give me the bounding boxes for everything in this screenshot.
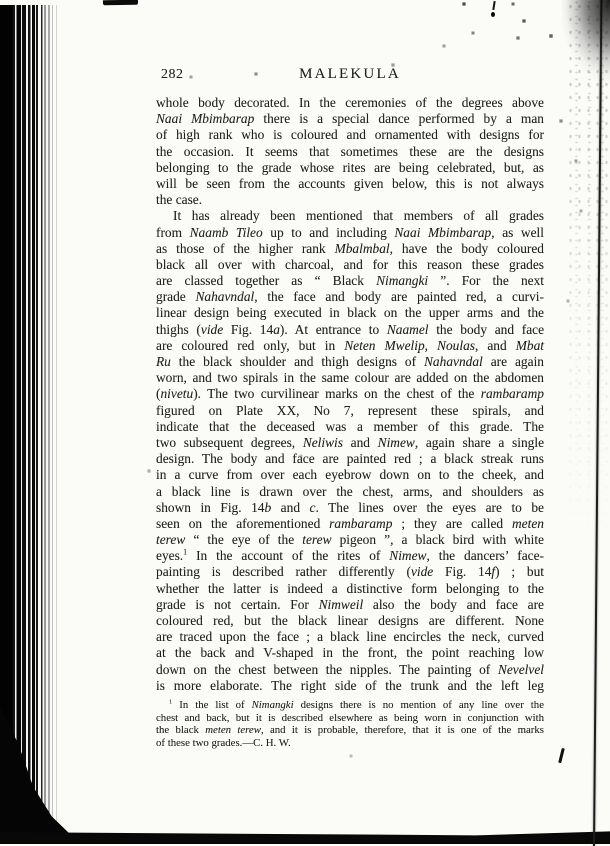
text-line: a black line is drawn over the chest, arms, and shoulders as <box>156 483 544 499</box>
scan-noise-right <box>566 0 610 560</box>
text-line: the occasion. It seems that sometimes these are the designs <box>156 143 544 159</box>
page-number: 282 <box>161 67 184 82</box>
ink-dash-mark <box>492 1 495 10</box>
text-line: design. The body and face are painted red ; a black streak runs <box>156 451 544 467</box>
text-line: shown in Fig. 14b and c. The lines over the eyes are to be <box>156 499 545 515</box>
text-line: coloured red, but the black linear designs are different. None <box>156 613 544 628</box>
text-line: grade Nahavndal, the face and body are painted red, a curvi- <box>156 289 544 305</box>
text-line: painting is described rather differently (vide Fig. 14f) ; but <box>156 564 544 580</box>
text-line: black all over with charcoal, and for this reason these grades <box>156 256 544 272</box>
text-line: down on the chest between the nipples. The painting of Nevelvel <box>156 661 544 677</box>
text-line: belonging to the grade whose rites are being celebrated, but, as <box>156 159 544 175</box>
text-line: of these two grades.—C. H. W. <box>156 736 291 749</box>
text-line: Ru the black shoulder and thigh designs of Nahavndal are again <box>156 354 544 369</box>
text-line: of high rank who is coloured and ornamented with designs for <box>156 127 544 143</box>
text-line: figured on Plate XX, No 7, represent these spirals, and <box>156 402 544 418</box>
scan-mark-top-edge <box>103 0 138 5</box>
scan-gutter-flare-bottom-left <box>0 706 72 836</box>
ink-dot-mark <box>491 12 495 17</box>
text-line: whether the latter is indeed a distinctive form belonging to the <box>156 580 544 596</box>
body-text <box>156 95 544 694</box>
page-header <box>156 66 544 84</box>
scan-page-edge-right <box>593 0 602 846</box>
text-line: grade is not certain. For Nimweil also the body and face are <box>156 596 544 612</box>
text-line: (nivetu). The two curvilinear marks on the chest of the rambaramp <box>156 386 544 402</box>
text-line: thighs (vide Fig. 14a). At entrance to Naamel the body and face <box>156 321 545 337</box>
running-title: MALEKULA <box>299 66 401 82</box>
text-line: $^1$ In the list of Nimangki designs there is no mention of any line over the <box>169 698 544 711</box>
scan-gutter-left <box>0 5 62 835</box>
text-line: chest and back, but it is described elsewhere as being worn in conjunction with <box>156 711 544 724</box>
text-line: two subsequent degrees, Neliwis and Nimew, again share a single <box>156 434 545 450</box>
scan-shadow-top-right <box>562 0 610 95</box>
text-line: indicate that the deceased was a member of this grade. The <box>156 418 544 434</box>
text-line: as those of the higher rank Mbalmbal, have the body coloured <box>156 240 544 256</box>
text-line: terew “ the eye of the terew pigeon ”, a black bird with white <box>156 532 544 548</box>
scan-edge-bottom <box>0 830 610 844</box>
text-line: Naai Mbimbarap there is a special dance performed by a man <box>156 111 544 127</box>
text-line: whole body decorated. In the ceremonies of the degrees above <box>156 95 544 110</box>
text-line: It has already been mentioned that members of all grades <box>173 208 544 224</box>
text-line: worn, and two spirals in the same colour are added on the abdomen <box>156 370 544 386</box>
text-line: linear design being executed in black on the upper arms and the <box>156 305 544 321</box>
footnote <box>156 699 544 749</box>
text-line: from Naamb Tileo up to and including Naai Mbimbarap, as well <box>156 224 544 240</box>
dust-specks <box>0 0 2 2</box>
text-line: at the back and V-shaped in the front, the point reaching low <box>156 645 544 661</box>
text-line: is more elaborate. The right side of the trunk and the left leg <box>156 677 544 693</box>
text-line: the black meten terew, and it is probable, therefore, that it is one of the marks <box>156 724 544 737</box>
text-line: are classed together as “ Black Nimangki ”. For the next <box>156 273 545 289</box>
text-line: will be seen from the accounts given below, this is not always <box>156 175 544 191</box>
text-line: are traced upon the face ; a black line encircles the neck, curved <box>156 629 544 645</box>
text-line: in a curve from over each eyebrow down on to the cheek, and <box>156 467 544 483</box>
text-line: are coloured red only, but in Neten Mwelip, Noulas, and Mbat <box>156 337 544 353</box>
ink-tick-mark <box>558 748 564 763</box>
text-line: eyes.$^1$ In the account of the rites of Nimew, the dancers’ face- <box>156 547 545 564</box>
text-line: seen on the aforementioned rambaramp ; they are called meten <box>156 515 544 531</box>
text-line: the case. <box>156 192 203 208</box>
